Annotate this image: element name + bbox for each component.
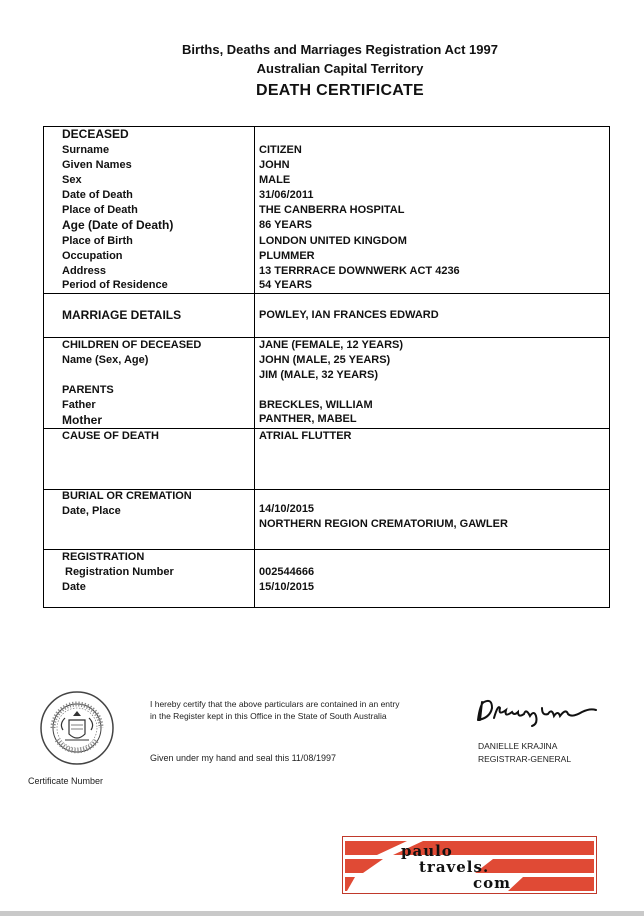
deceased-label-address: Address [62,265,107,277]
territory-title: Australian Capital Territory [256,61,424,76]
certificate-table [43,126,610,608]
deceased-value-place-of-death: THE CANBERRA HOSPITAL [259,204,405,216]
registrar-name: DANIELLE KRAJINA [478,741,558,751]
row-divider [44,293,609,294]
mother-label: Mother [62,413,102,427]
deceased-label-age: Age (Date of Death) [62,218,174,232]
cause-label: CAUSE OF DEATH [62,430,159,442]
deceased-value-occupation: PLUMMER [259,250,315,262]
registrar-signature [472,694,602,728]
father-value: BRECKLES, WILLIAM [259,399,373,411]
deceased-value-period-of-residence: 54 YEARS [259,279,312,291]
parents-section-label: PARENTS [62,384,114,396]
deceased-value-address: 13 TERRRACE DOWNWERK ACT 4236 [259,265,460,277]
deceased-value-sex: MALE [259,174,291,186]
certification-line: in the Register kept in this Office in the State of South Australia [150,711,387,721]
deceased-value-date-of-death: 31/06/2011 [259,189,314,201]
deceased-label-date-of-death: Date of Death [62,189,133,201]
certification-text [150,698,399,722]
certification-line: I hereby certify that the above particulars are contained in an entry [150,699,400,709]
burial-section-label: BURIAL OR CREMATION [62,490,192,502]
child-value: JOHN (MALE, 25 YEARS) [259,354,391,366]
deceased-label-period-of-residence: Period of Residence [62,279,168,291]
registrar-block [478,740,571,766]
row-divider [44,337,609,338]
registrar-seal-icon [39,690,115,766]
deceased-value-place-of-birth: LONDON UNITED KINGDOM [259,235,407,247]
page-bottom-edge [0,911,644,916]
deceased-label-place-of-birth: Place of Birth [62,235,133,247]
registration-section-label: REGISTRATION [62,551,145,563]
certificate-title: DEATH CERTIFICATE [255,82,425,99]
certificate-number-label: Certificate Number [28,776,104,786]
marriage-label: MARRIAGE DETAILS [62,308,182,322]
deceased-label-given-names: Given Names [62,159,132,171]
deceased-value-surname: CITIZEN [259,144,302,156]
watermark-line: com [473,874,512,892]
given-under-hand-text: Given under my hand and seal this 11/08/1997 [150,753,336,763]
deceased-label-sex: Sex [62,174,82,186]
column-divider [254,127,255,607]
burial-place: NORTHERN REGION CREMATORIUM, GAWLER [259,518,508,530]
child-value: JIM (MALE, 32 YEARS) [259,369,378,381]
deceased-value-age: 86 YEARS [259,219,312,231]
registration-number-label: Registration Number [65,566,174,578]
deceased-label-place-of-death: Place of Death [62,204,138,216]
registration-number-value: 002544666 [259,566,315,578]
children-section-label: CHILDREN OF DECEASED [62,339,202,351]
watermark-line: travels. [419,858,490,876]
deceased-label-surname: Surname [62,144,110,156]
row-divider [44,549,609,550]
registrar-title: REGISTRAR-GENERAL [478,754,572,764]
children-sub-label: Name (Sex, Age) [62,354,149,366]
act-title: Births, Deaths and Marriages Registration Act 1997 [182,42,498,57]
mother-value: PANTHER, MABEL [259,413,357,425]
cause-value: ATRIAL FLUTTER [259,430,352,442]
child-value: JANE (FEMALE, 12 YEARS) [259,339,404,351]
registration-date-value: 15/10/2015 [259,581,315,593]
watermark-line: paulo [401,842,453,860]
father-label: Father [62,399,96,411]
burial-date: 14/10/2015 [259,503,315,515]
watermark-text [397,843,511,891]
deceased-section-label: DECEASED [62,127,129,141]
marriage-value: POWLEY, IAN FRANCES EDWARD [259,309,439,321]
deceased-value-given-names: JOHN [259,159,290,171]
registration-date-label: Date [62,581,86,593]
watermark-logo [342,836,597,894]
deceased-label-occupation: Occupation [62,250,123,262]
row-divider [44,428,609,429]
burial-sub-label: Date, Place [62,505,121,517]
